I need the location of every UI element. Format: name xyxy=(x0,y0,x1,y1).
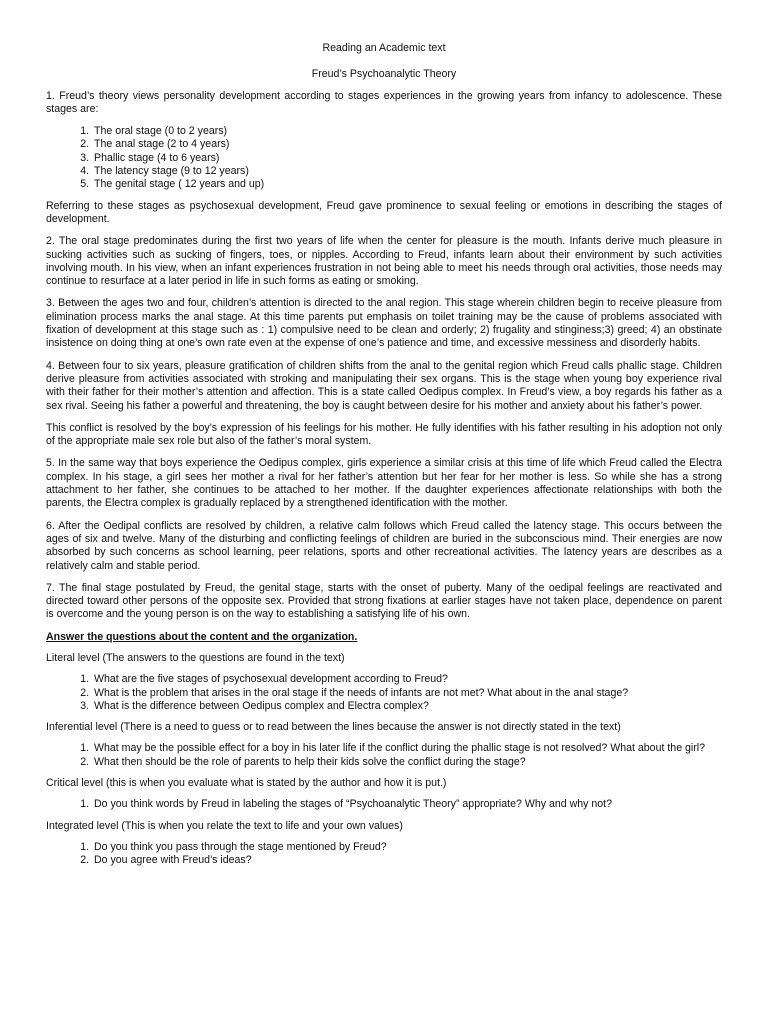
list-item: 4. The latency stage (9 to 12 years) xyxy=(92,165,722,178)
inferential-level-label: Inferential level (There is a need to guess or to read between the lines because the answer is not directly stated in the text) xyxy=(46,721,621,734)
inferential-questions-list xyxy=(46,742,722,769)
critical-questions-list xyxy=(46,798,722,811)
integrated-level-label: Integrated level (This is when you relate the text to life and your own values) xyxy=(46,819,403,832)
list-item: 1. The oral stage (0 to 2 years) xyxy=(92,125,722,138)
paragraph-conflict-resolution: This conflict is resolved by the boy’s expression of his feelings for his mother. He fully identifies with his father resulting in his adoption not only of the appropriate male sex role but also of the father’s moral system. xyxy=(46,421,722,448)
questions-heading: Answer the questions about the content and the organization. xyxy=(46,630,358,643)
list-item: 5. The genital stage ( 12 years and up) xyxy=(92,178,722,191)
list-item: 1. Do you think words by Freud in labeling the stages of “Psychoanalytic Theory” appropriate? Why and why not? xyxy=(92,798,722,811)
list-item: 2. The anal stage (2 to 4 years) xyxy=(92,138,722,151)
paragraph-oral-stage: 2. The oral stage predominates during the first two years of life when the center for pleasure is the mouth. Infants derive much pleasure in sucking activities such as sucking of fingers, toes, or nipples. According to Freud, infants learn about their environment by such activities involving mouth. In his view, when an infant experiences frustration in not being able to meet his needs through oral activities, those needs may continue to resurface at a later period in life in such forms as eating or smoking. xyxy=(46,235,722,288)
intro-paragraph: 1. Freud’s theory views personality development according to stages experiences in the growing years from infancy to adolescence. These stages are: xyxy=(46,89,722,115)
paragraph-phallic-stage: 4. Between four to six years, pleasure gratification of children shifts from the anal to the genital region which Freud calls phallic stage. Children derive pleasure from activities associated with stroking and manipulating their sex organs. This is the stage when young boy experience rival with their father for their mother’s attention and affection. This is a state called Oedipus complex. In Freud’s view, a boy regards his father as a sex rival. Seeing his father a powerful and threatening, the boy is caught between desire for his mother and anxiety about his father’s power. xyxy=(46,359,722,412)
list-item: 1. What may be the possible effect for a boy in his later life if the conflict during the phallic stage is not resolved? What about the girl? xyxy=(92,742,722,755)
paragraph-electra-complex: 5. In the same way that boys experience the Oedipus complex, girls experience a similar crisis at this time of life which Freud called the Electra complex. In his stage, a girl sees her mother a rival for her father’s attention but her fear for her mother is less. So while she has a strong attachment to her father, she continues to be attached to her mother. If the daughter experiences affectionate relationships with both the parents, the Electra complex is gradually replaced by a strengthened identification with the mother. xyxy=(46,457,722,510)
list-item: 2. Do you agree with Freud’s ideas? xyxy=(92,854,722,867)
critical-level-label: Critical level (this is when you evaluate what is stated by the author and how it is put.) xyxy=(46,777,447,790)
literal-questions-list xyxy=(46,673,722,713)
list-item: 1. Do you think you pass through the stage mentioned by Freud? xyxy=(92,841,722,854)
document-subtitle: Freud’s Psychoanalytic Theory xyxy=(311,68,457,81)
literal-level-label: Literal level (The answers to the questions are found in the text) xyxy=(46,651,345,664)
paragraph-latency-stage: 6. After the Oedipal conflicts are resolved by children, a relative calm follows which Freud called the latency stage. This occurs between the ages of six and twelve. Many of the disturbing and conflicting feelings of children are buried in the subconscious mind. Their energies are now absorbed by such concerns as school learning, peer relations, sports and other recreational activities. The latency years are describes as a relatively calm and stable period. xyxy=(46,519,722,572)
stages-list xyxy=(46,125,722,191)
paragraph-psychosexual: Referring to these stages as psychosexual development, Freud gave prominence to sexual feeling or emotions in describing the stages of development. xyxy=(46,199,722,225)
paragraph-genital-stage: 7. The final stage postulated by Freud, the genital stage, starts with the onset of puberty. Many of the oedipal feelings are reactivated and directed toward other persons of the opposite sex. Provided that strong fixations at earlier stages have not taken place, dependence on parent is overcome and the young person is on the way to establishing a satisfying life of his own. xyxy=(46,581,722,621)
list-item: 2. What then should be the role of parents to help their kids solve the conflict during the stage? xyxy=(92,756,722,769)
questions-section xyxy=(46,631,722,868)
document-title: Reading an Academic text xyxy=(322,42,446,54)
list-item: 3. What is the difference between Oedipus complex and Electra complex? xyxy=(92,700,722,713)
integrated-questions-list xyxy=(46,841,722,868)
paragraph-anal-stage: 3. Between the ages two and four, children’s attention is directed to the anal region. This stage wherein children begin to receive pleasure from elimination process marks the anal stage. At this time parents put emphasis on toilet training may be the cause of problems associated with fixation of development at this stage such as : 1) compulsive need to be clean and orderly; 2) frugality and stinginess;3) greed; 4) an obstinate insistence on doing thing at one’s own rate even at the expense of one’s patience and time, and excessive messiness and disorderly habits. xyxy=(46,297,722,350)
list-item: 1. What are the five stages of psychosexual development according to Freud? xyxy=(92,673,722,686)
list-item: 2. What is the problem that arises in the oral stage if the needs of infants are not met? What about in the anal stage? xyxy=(92,687,722,700)
list-item: 3. Phallic stage (4 to 6 years) xyxy=(92,152,722,165)
